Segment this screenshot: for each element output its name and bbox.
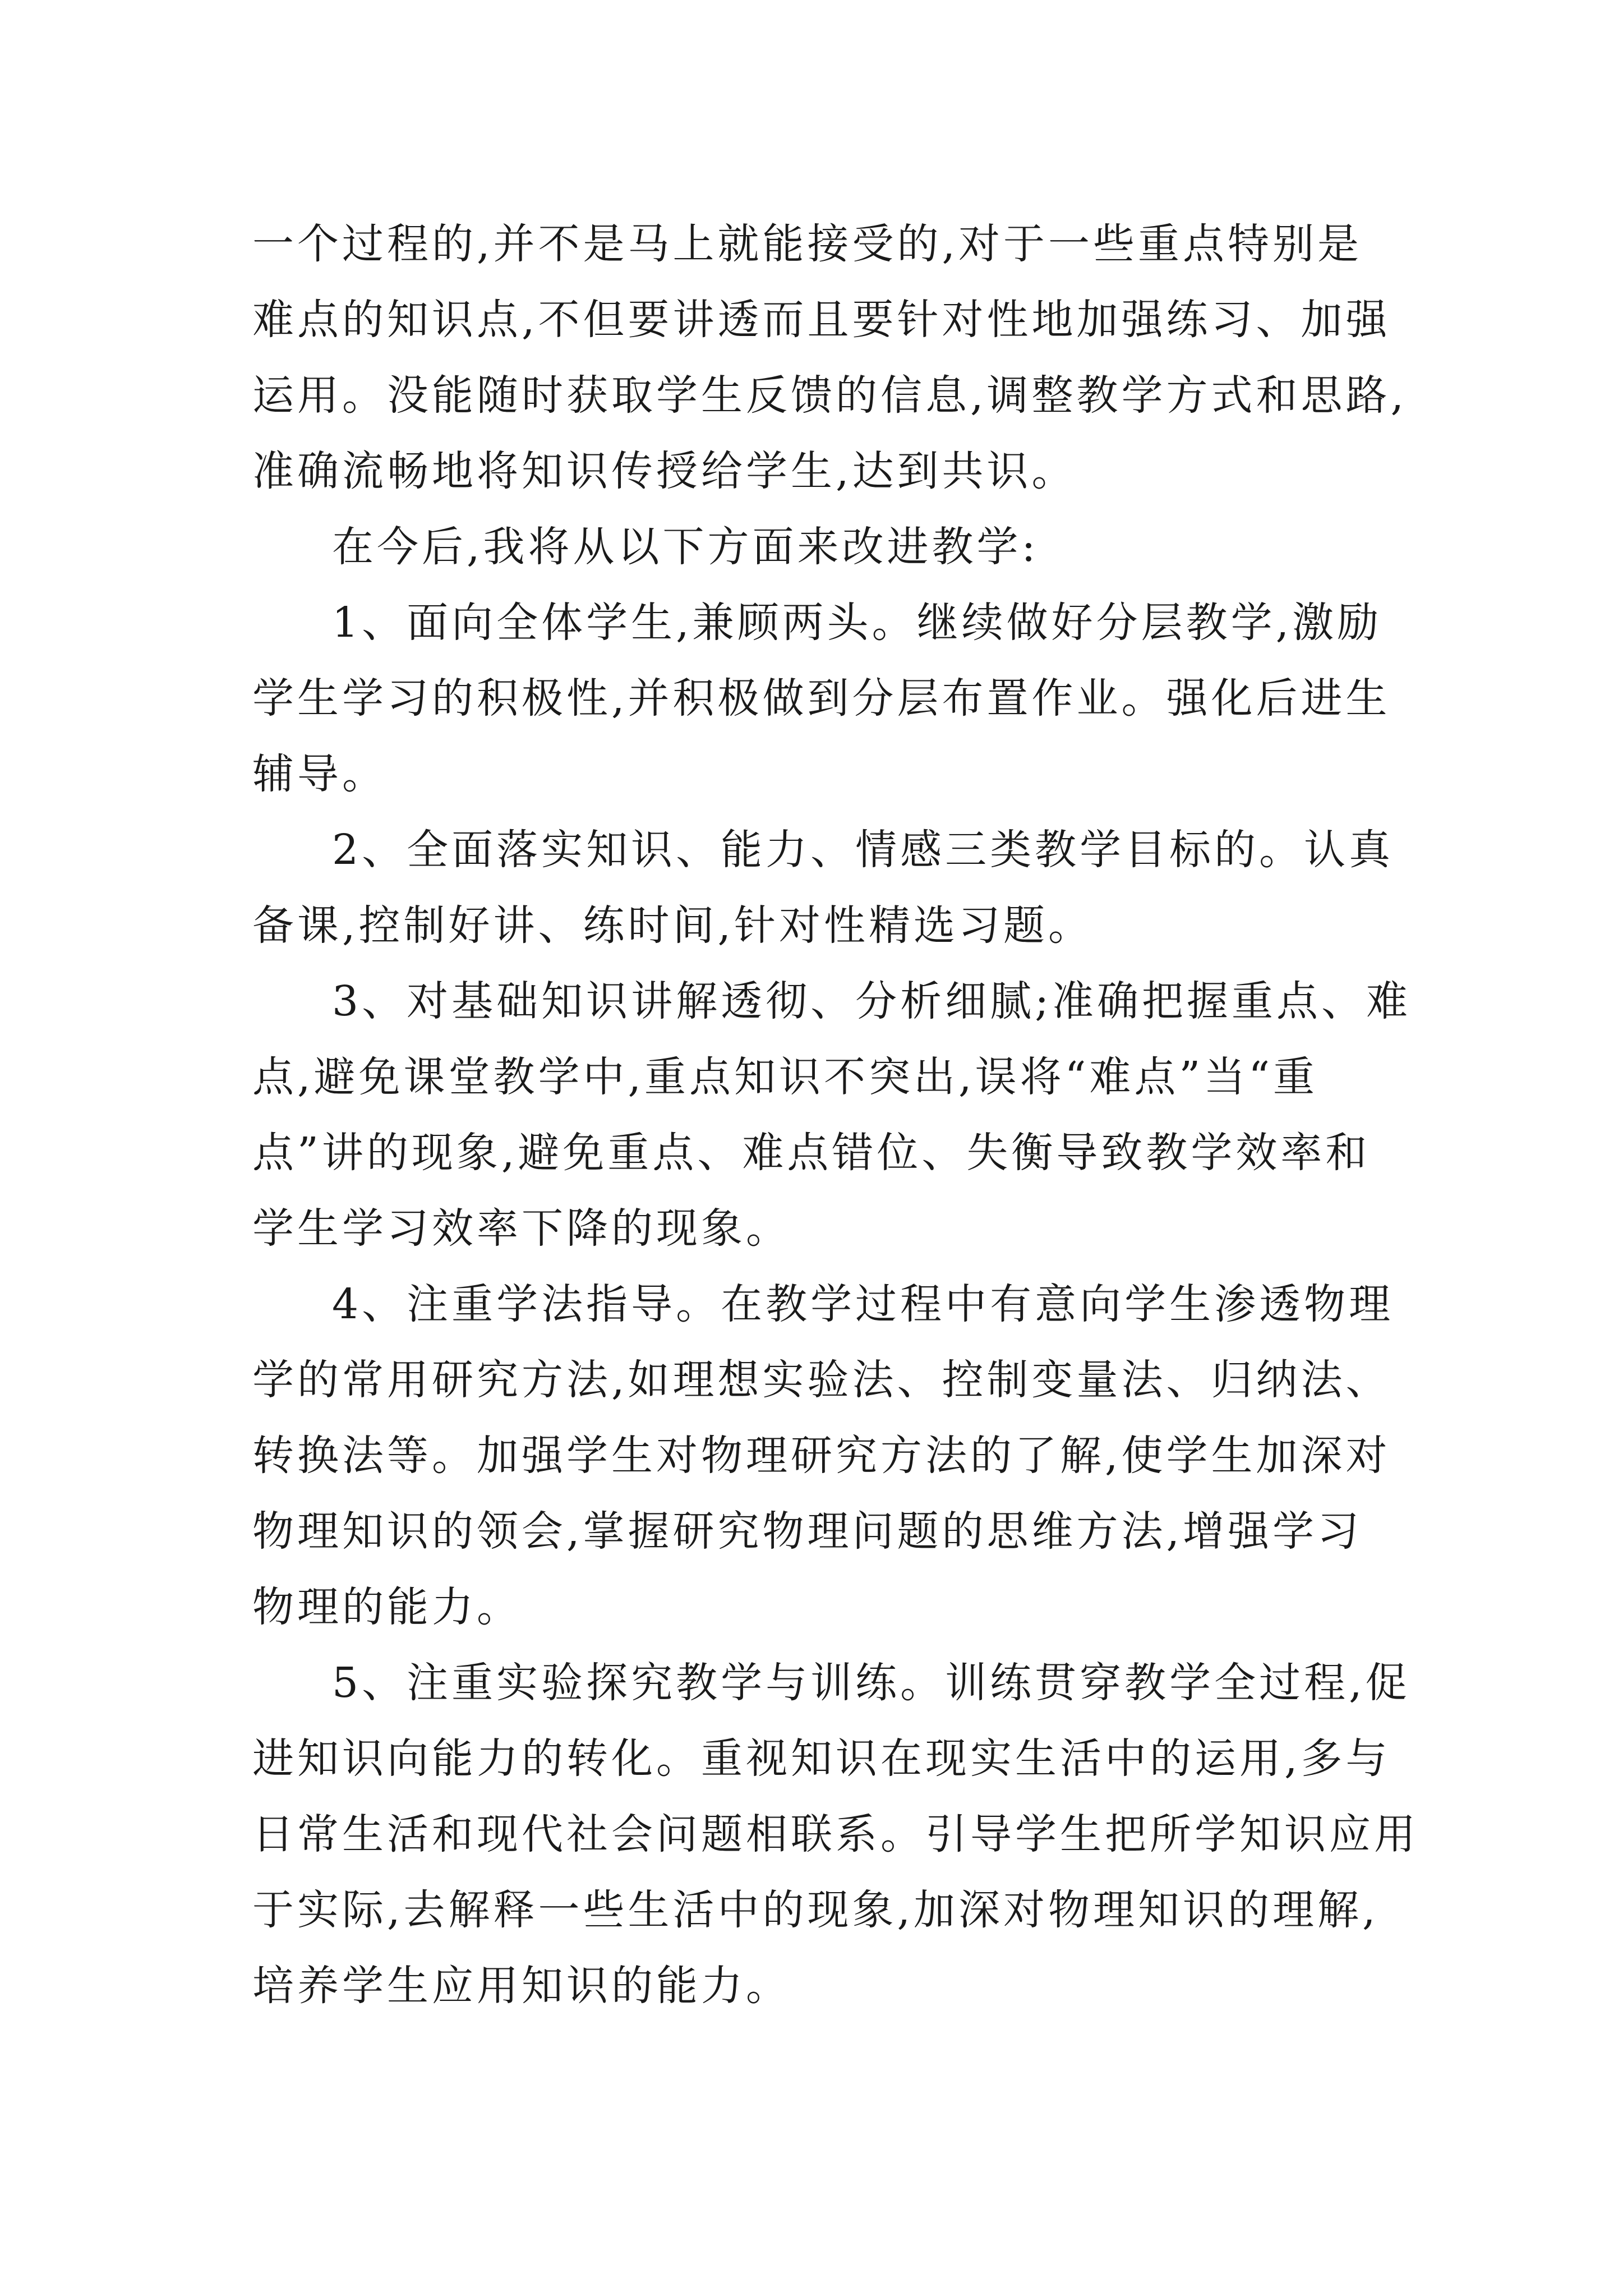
paragraph-intro: 在今后,我将从以下方面来改进教学:	[332, 523, 1039, 571]
list-item-1-start: 1、面向全体学生,兼顾两头。继续做好分层教学,激励	[332, 599, 1382, 647]
text-line: 备课,控制好讲、练时间,针对性精选习题。	[252, 901, 1094, 950]
text-line: 运用。没能随时获取学生反馈的信息,调整教学方式和思路,	[252, 371, 1408, 420]
list-item-2-start: 2、全面落实知识、能力、情感三类教学目标的。认真	[332, 826, 1394, 874]
text-line: 辅导。	[252, 750, 387, 798]
text-line: 培养学生应用知识的能力。	[252, 1962, 791, 2010]
text-line: 学生学习的积极性,并积极做到分层布置作业。强化后进生	[252, 674, 1391, 723]
text-line: 点,避免课堂教学中,重点知识不突出,误将“难点”当“重	[252, 1053, 1318, 1101]
text-line: 于实际,去解释一些生活中的现象,加深对物理知识的理解,	[252, 1886, 1379, 1934]
text-line: 学的常用研究方法,如理想实验法、控制变量法、归纳法、	[252, 1356, 1391, 1404]
list-item-3-start: 3、对基础知识讲解透彻、分析细腻;准确把握重点、难	[332, 977, 1412, 1025]
text-line: 学生学习效率下降的现象。	[252, 1204, 791, 1253]
list-item-5-start: 5、注重实验探究教学与训练。训练贯穿教学全过程,促	[332, 1659, 1410, 1707]
text-line: 准确流畅地将知识传授给学生,达到共识。	[252, 447, 1077, 495]
text-line: 一个过程的,并不是马上就能接受的,对于一些重点特别是	[252, 220, 1363, 268]
text-line: 进知识向能力的转化。重视知识在现实生活中的运用,多与	[252, 1734, 1391, 1783]
text-line: 日常生活和现代社会问题相联系。引导学生把所学知识应用	[252, 1810, 1419, 1858]
text-line: 转换法等。加强学生对物理研究方法的了解,使学生加深对	[252, 1432, 1391, 1480]
text-line: 难点的知识点,不但要讲透而且要针对性地加强练习、加强	[252, 296, 1391, 344]
text-line: 物理知识的领会,掌握研究物理问题的思维方法,增强学习	[252, 1507, 1363, 1556]
text-line: 物理的能力。	[252, 1583, 522, 1631]
list-item-4-start: 4、注重学法指导。在教学过程中有意向学生渗透物理	[332, 1280, 1394, 1328]
text-line: 点”讲的现象,避免重点、难点错位、失衡导致教学效率和	[252, 1129, 1371, 1177]
